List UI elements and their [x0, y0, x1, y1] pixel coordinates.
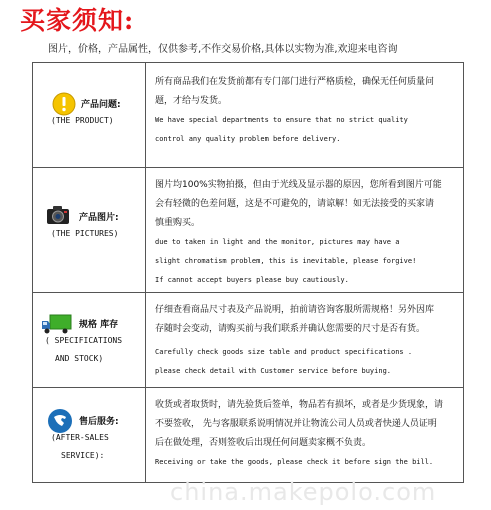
row-specifications-label: 规格 库存 [79, 320, 119, 330]
row-pictures-content [155, 176, 455, 290]
row-after-sales-sublabel: SERVICE): [61, 451, 105, 460]
row-specifications-cn-line: 仔细查看商品尺寸表及产品说明，拍前请咨询客服所需规格！另外因库 [155, 305, 435, 315]
row-pictures [33, 168, 463, 293]
watermark-text: china.makepolo.com [170, 478, 437, 506]
row-product-en-line: control any quality problem before delivery. [155, 135, 341, 143]
camera-icon [45, 202, 71, 228]
row-product-content [155, 73, 455, 149]
row-pictures-en-line: If cannot accept buyers please buy cautiously. [155, 276, 349, 284]
row-specifications-cn-line: 存随时会变动，请购买前与我们联系并确认您需要的尺寸是否有货。 [155, 324, 426, 334]
row-product-cn-line: 所有商品我们在发货前都有专门部门进行严格质检，确保无任何质量问 [155, 77, 435, 87]
row-after-sales-content [155, 396, 455, 472]
row-product-en-line: We have special departments to ensure that no strict quality [155, 116, 408, 124]
row-specifications-en-line: Carefully check goods size table and product specifications . [155, 348, 413, 356]
row-after-sales-header [33, 388, 146, 482]
page-title: 买家须知: [20, 6, 135, 35]
row-after-sales-cn-line: 不要签收， 先与客服联系说明情况并让物流公司人员或者快递人员证明 [155, 419, 437, 429]
row-specifications-sublabel: ( SPECIFICATIONS [45, 336, 123, 345]
row-product-label: 产品问题: [81, 100, 121, 110]
row-specifications [33, 293, 463, 388]
row-product-header [33, 63, 146, 167]
row-specifications-content [155, 301, 455, 381]
row-specifications-sublabel: AND STOCK) [55, 354, 104, 363]
row-pictures-cn-line: 慎重购买。 [155, 218, 201, 228]
row-after-sales-en-line: Receiving or take the goods, please check it before sign the bill. [155, 458, 434, 466]
notice-table [32, 62, 464, 483]
row-after-sales-cn-line: 后在做处理，否则签收后出现任何问题卖家概不负责。 [155, 438, 372, 448]
row-product-sublabel: (THE PRODUCT) [51, 116, 114, 125]
row-pictures-en-line: slight chromatism problem, this is inevitable, please forgive! [155, 257, 417, 265]
row-specifications-en-line: please check detail with Customer service before buying. [155, 367, 392, 375]
row-pictures-sublabel: (THE PICTURES) [51, 229, 119, 238]
row-pictures-cn-line: 会有轻微的色差问题，这是不可避免的，请谅解！如无法接受的买家请 [155, 199, 435, 209]
row-pictures-label: 产品图片: [79, 213, 119, 223]
row-pictures-header [33, 168, 146, 292]
row-product [33, 63, 463, 168]
row-product-cn-line: 题，才给与发货。 [155, 96, 228, 106]
notice-subtitle: 图片，价格，产品属性，仅供参考,不作交易价格,具体以实物为准,欢迎来电咨询 [48, 44, 398, 55]
row-specifications-header [33, 293, 146, 387]
row-after-sales-label: 售后服务: [79, 417, 119, 427]
row-after-sales [33, 388, 463, 482]
row-after-sales-cn-line: 收货或者取货时，请先验货后签单，物品若有损坏，或者是少货现象，请 [155, 400, 444, 410]
row-pictures-cn-line: 图片均100%实物拍摄，但由于光线及显示器的原因，您所看到图片可能 [155, 180, 442, 190]
row-pictures-en-line: due to taken in light and the monitor, pictures may have a [155, 238, 400, 246]
row-after-sales-sublabel: (AFTER-SALES [51, 433, 109, 442]
